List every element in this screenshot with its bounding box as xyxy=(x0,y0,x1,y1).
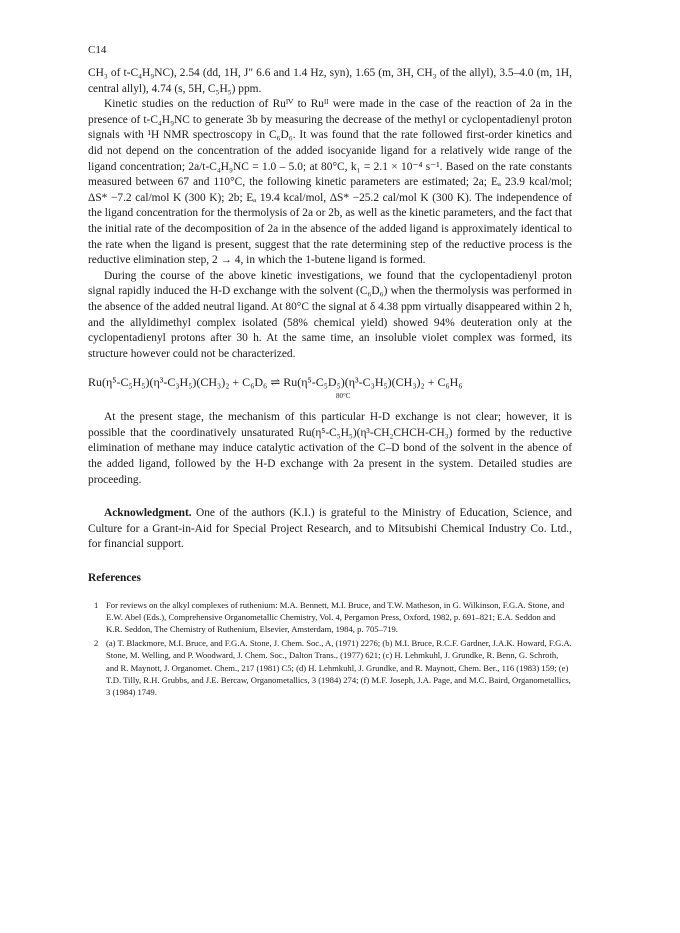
reference-item xyxy=(88,637,572,699)
reference-number: 2 xyxy=(94,637,99,648)
acknowledgment-text: One of the authors (K.I.) is grateful to the Ministry of Education, Science, and Culture for a Grant-in-Aid for Special Project Research, and to Mitsubishi Chemical Industry Co. Ltd., for financial support. xyxy=(88,507,572,551)
references-heading: References xyxy=(88,572,141,585)
paragraph: CH₃ of t-C₄H₉NC), 2.54 (dd, 1H, J″ 6.6 and 1.4 Hz, syn), 1.65 (m, 3H, CH₃ of the allyl), 3.5–4.0 (m, 1H, central allyl), 4.74 (s, 5H, C₅H₅) ppm. xyxy=(88,67,572,95)
equation-condition: 80°C xyxy=(336,392,351,401)
reference-number: 1 xyxy=(94,599,99,610)
paragraph: At the present stage, the mechanism of this particular H-D exchange is not clear; however, it is possible that the coordinatively unsaturated Ru(η⁵-C₅H₅)(η³-CH₂CHCH-CH₃) formed by the reductive elimination of methane may induce catalytic activation of the C–D bond of the solvent in the abence of the added ligand, followed by the H-D exchange with 2a present in the system. Detailed studies are proceeding. xyxy=(88,411,572,486)
reference-text: (a) T. Blackmore, M.I. Bruce, and F.G.A. Stone, J. Chem. Soc., A, (1971) 2276; (b) M.I. Bruce, R.C.F. Gardner, J.A.K. Howard, F.G.A. Stone, M. Welling, and P. Woodward, J. Chem. Soc., Dalton Trans., (1977) 621; (c) H. Lehmkuhl, J. Grundke, R. Benn, G. Schroth, and R. Maynott, J. Organomet. Chem., 217 (1981) C5; (d) H. Lehmkuhl, J. Grundke, and R. Maynott, Chem. Ber., 116 (1983) 159; (e) T.D. Tilly, R.H. Grubbs, and J.E. Bercaw, Organometallics, 3 (1984) 274; (f) M.F. Joseph, J.A. Page, and M.C. Baird, Organometallics, 3 (1984) 1749. xyxy=(106,637,572,698)
page-number: C14 xyxy=(88,44,107,56)
acknowledgment xyxy=(88,506,572,553)
paragraph: During the course of the above kinetic investigations, we found that the cyclopentadienyl proton signal rapidly induced the H-D exchange with the solvent (C₆D₆) when the thermolysis was performed in the absence of the added neutral ligand. At 80°C the signal at δ 4.38 ppm virtually disappeared within 2 h, and the allyldimethyl complex isolated (58% chemical yield) showed 94% deuteration only at the cyclopentadienyl protons after 30 h. At the same time, an insoluble violet complex was formed, its structure however could not be characterized. xyxy=(88,269,572,360)
reference-text: For reviews on the alkyl complexes of ruthenium: M.A. Bennett, M.I. Bruce, and T.W. Matheson, in G. Wilkinson, F.G.A. Stone, and E.W. Abel (Eds.), Comprehensive Organometallic Chemistry, Vol. 4, Pergamon Press, Oxford, 1982, p. 691–821; E.A. Seddon and K.R. Seddon, The Chemistry of Ruthenium, Elsevier, Amsterdam, 1984, p. 705–719. xyxy=(106,599,565,635)
reference-item xyxy=(88,599,572,636)
acknowledgment-heading: Acknowledgment. xyxy=(104,507,192,520)
reaction-equation: Ru(η⁵-C₅H₅)(η³-C₃H₅)(CH₃)₂ + C₆D₆ ⇌ Ru(η⁵-C₅D₅)(η³-C₃H₅)(CH₃)₂ + C₆H₆ xyxy=(88,375,463,390)
article-body xyxy=(88,66,572,700)
reference-list xyxy=(88,599,572,699)
paragraph: Kinetic studies on the reduction of Ruᴵⱽ to Ruᴵᴵ were made in the case of the reaction of 2a in the presence of t-C₄H₉NC to generate 3b by measuring the decrease of the methyl or cyclopentadienyl proton signals with ¹H NMR spectroscopy in C₆D₆. It was found that the rate followed first-order kinetics and did not depend on the concentration of the added isocyanide ligand for a relatively wide range of the ligand concentration; 2a/t-C₄H₉NC = 1.0 – 5.0; at 80°C, k₁ = 2.1 × 10⁻⁴ s⁻¹. Based on the rate constants measured between 67 and 110°C, the following kinetic parameters are estimated; 2a; Eₐ 23.9 kcal/mol; ΔS* −7.2 cal/mol K (300 K); 2b; Eₐ 19.4 kcal/mol, ΔS* −25.2 cal/mol K (300 K). The independence of the ligand concentration for the thermolysis of 2a or 2b, as well as the kinetic parameters, and the fact that the initial rate of the decomposition of 2a in the absence of the added ligand is approximately identical to the rate when the ligand is present, suggest that the rate determining step of the reductive process is the reductive elimination step, 2 → 4, in which the 1-butene ligand is formed. xyxy=(88,98,572,267)
